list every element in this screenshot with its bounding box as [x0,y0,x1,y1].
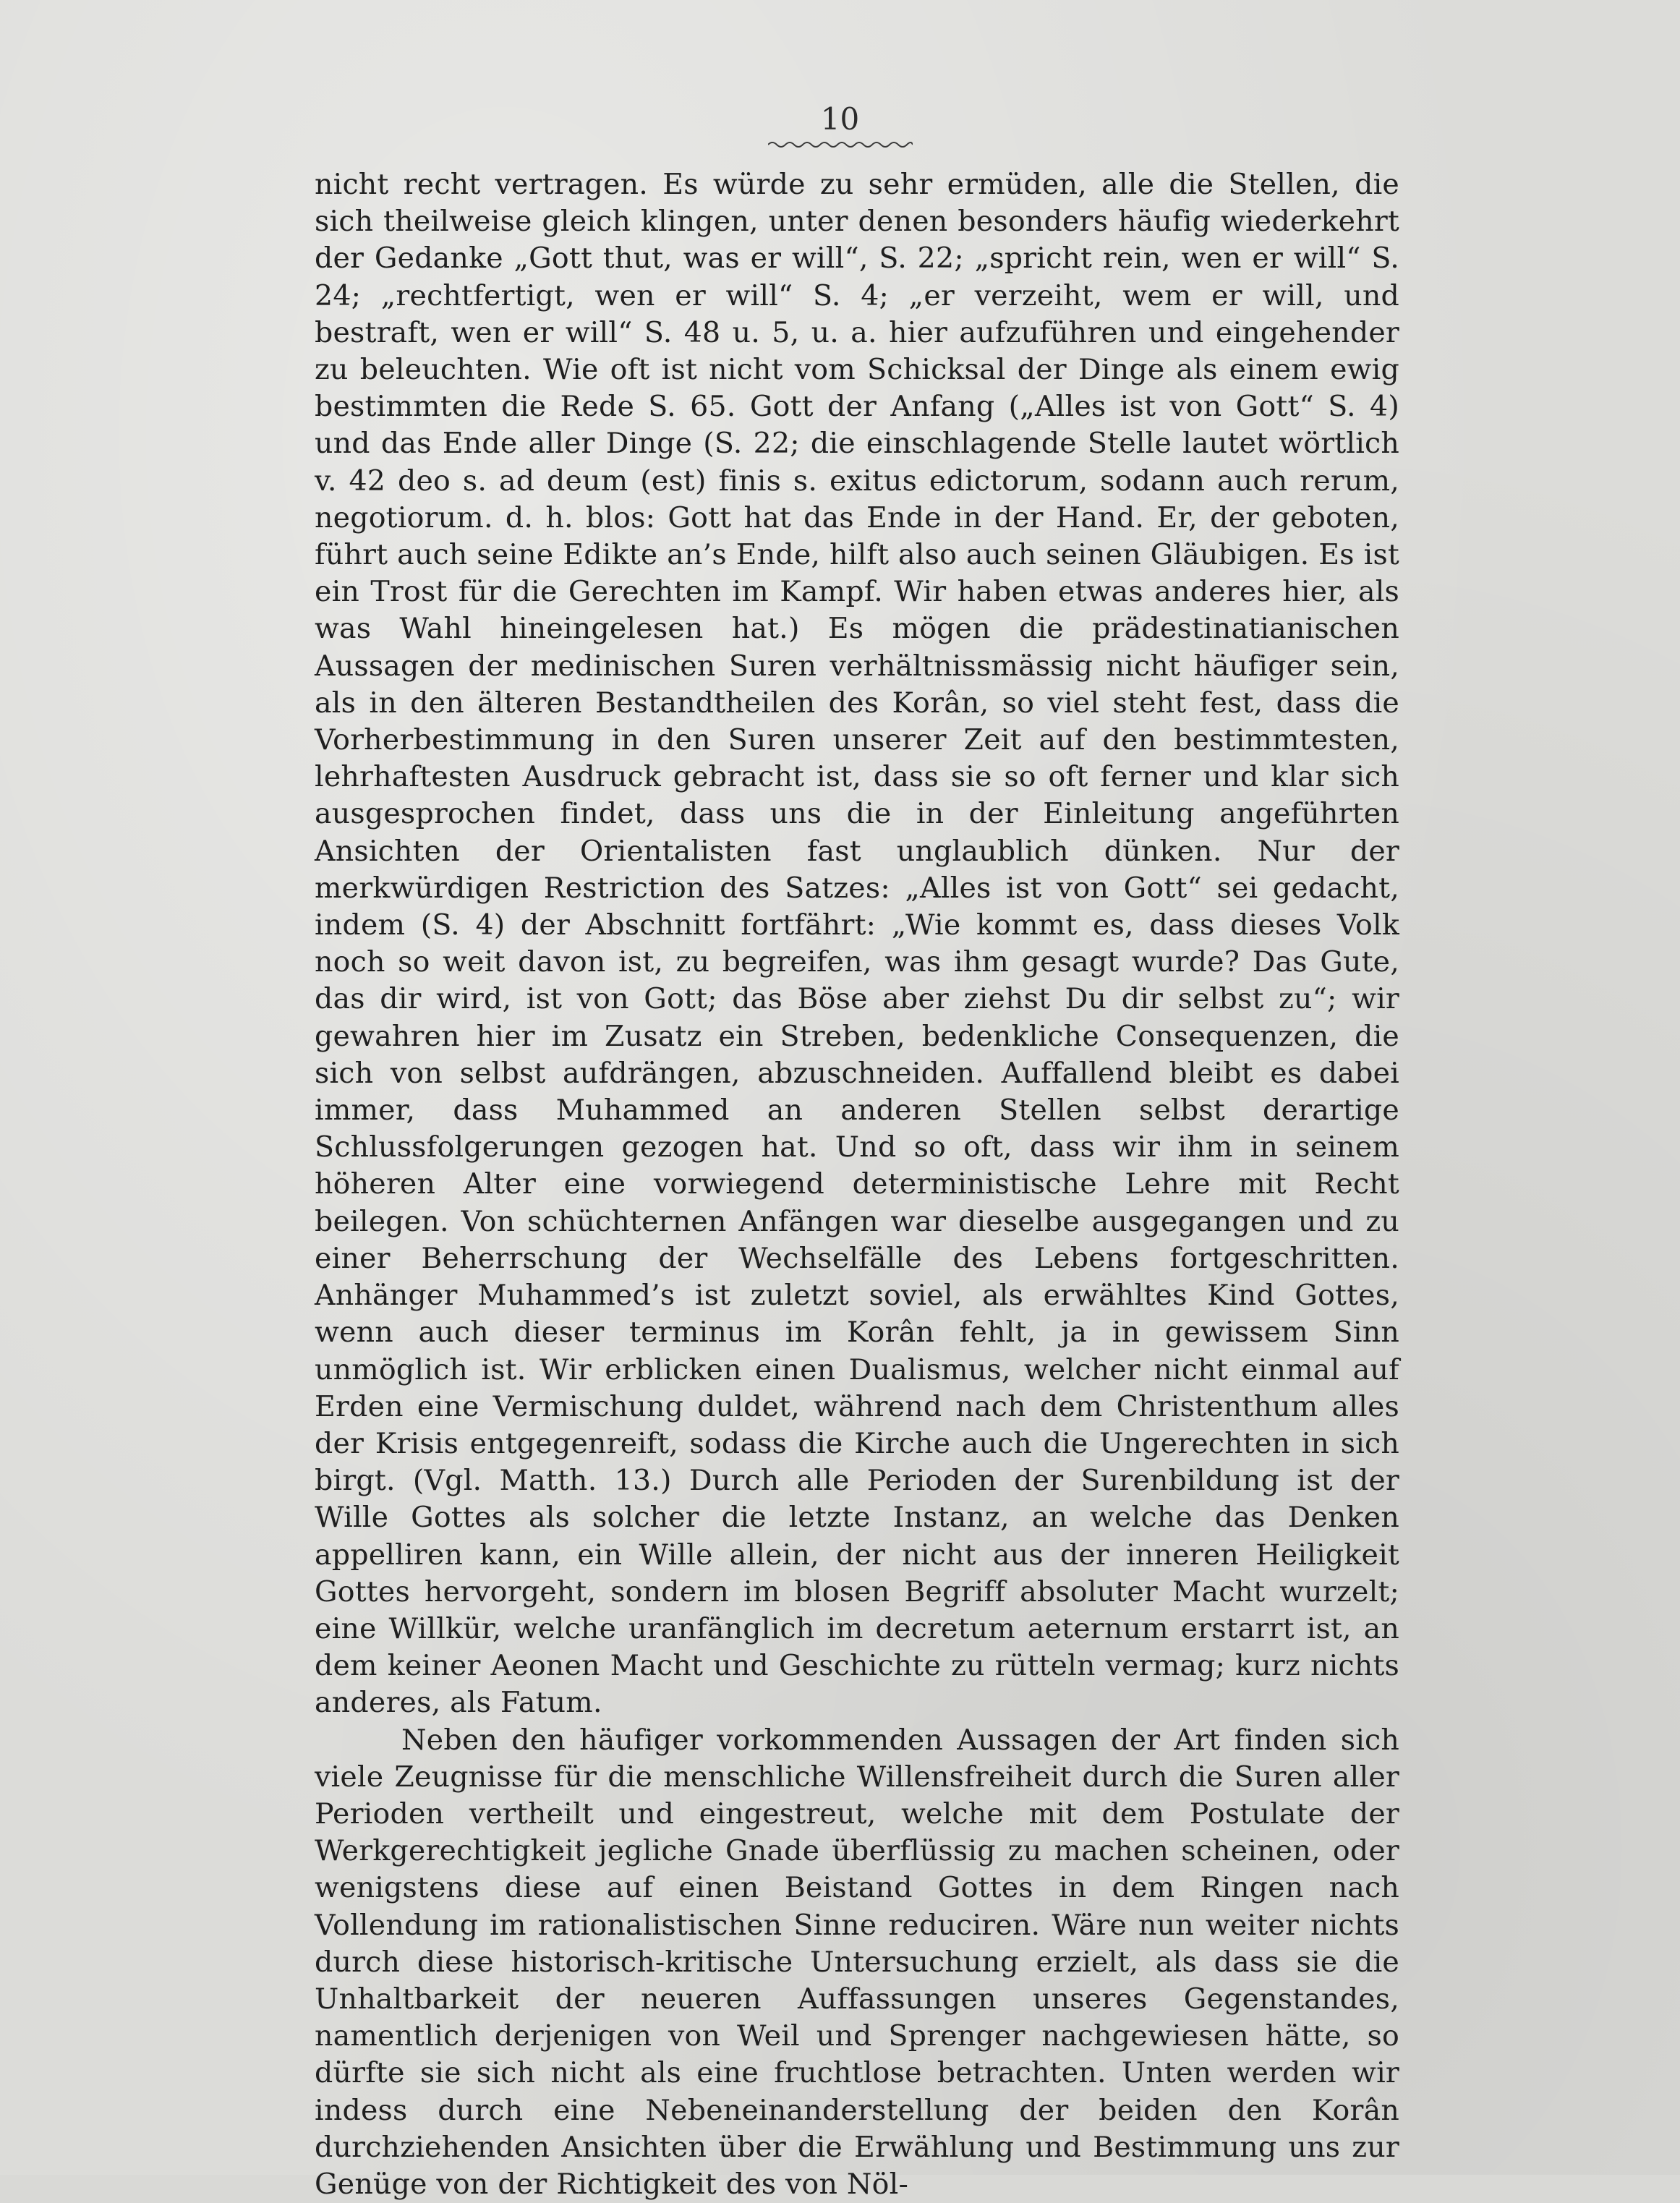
page-number [0,101,1680,150]
paragraph-2: Neben den häufiger vorkommenden Aussagen der Art finden sich viele Zeugnisse für die menschliche Willensfreiheit durch die Suren aller Perioden vertheilt und eingestreut, welche mit dem Postulate der Werkgerechtigkeit jegliche Gnade überflüssig zu machen scheinen, oder wenigstens diese auf einen Beistand Gottes in dem Ringen nach Vollendung im rationalistischen Sinne reduciren. Wäre nun weiter nichts durch diese historisch-kritische Untersuchung erzielt, als dass sie die Unhaltbarkeit der neueren Auffassungen unseres Gegenstandes, namentlich derjenigen von Weil und Sprenger nachgewiesen hätte, so dürfte sie sich nicht als eine fruchtlose betrachten. Unten werden wir indess durch eine Nebeneinanderstellung der beiden den Korân durchziehenden Ansichten über die Erwählung und Bestimmung uns zur Genüge von der Richtigkeit des von Nöl- [315,1723,1399,2201]
body-text [315,166,1399,2203]
page-number-text: 10 [820,101,860,137]
paragraph-1: nicht recht vertragen. Es würde zu sehr ermüden, alle die Stellen, die sich theilweise gleich klingen, unter denen besonders häufig wiederkehrt der Gedanke „Gott thut, was er will“, S. 22; „spricht rein, wen er will“ S. 24; „rechtfertigt, wen er will“ S. 4; „er verzeiht, wem er will, und bestraft, wen er will“ S. 48 u. 5, u. a. hier aufzuführen und eingehender zu beleuchten. Wie oft ist nicht vom Schicksal der Dinge als einem ewig bestimmten die Rede S. 65. Gott der Anfang („Alles ist von Gott“ S. 4) und das Ende aller Dinge (S. 22; die einschlagende Stelle lautet wörtlich v. 42 deo s. ad deum (est) finis s. exitus edictorum, sodann auch rerum, negotiorum. d. h. blos: Gott hat das Ende in der Hand. Er, der geboten, führt auch seine Edikte an’s Ende, hilft also auch seinen Gläubigen. Es ist ein Trost für die Gerechten im Kampf. Wir haben etwas anderes hier, als was Wahl hineingelesen hat.) Es mögen die prädestinatianischen Aussagen der medinischen Suren verhältnissmässig nicht häufiger sein, als in den älteren Bestandtheilen des Korân, so viel steht fest, dass die Vorherbestimmung in den Suren unserer Zeit auf den bestimmtesten, lehrhaftesten Ausdruck gebracht ist, dass sie so oft ferner und klar sich ausgesprochen findet, dass uns die in der Einleitung angeführten Ansichten der Orientalisten fast unglaublich dünken. Nur der merkwürdigen Restriction des Satzes: „Alles ist von Gott“ sei gedacht, indem (S. 4) der Abschnitt fortfährt: „Wie kommt es, dass dieses Volk noch so weit davon ist, zu begreifen, was ihm gesagt wurde? Das Gute, das dir wird, ist von Gott; das Böse aber ziehst Du dir selbst zu“; wir gewahren hier im Zusatz ein Streben, bedenkliche Consequenzen, die sich von selbst aufdrängen, abzuschneiden. Auffallend bleibt es dabei immer, dass Muhammed an anderen Stellen selbst derartige Schlussfolgerungen gezogen hat. Und so oft, dass wir ihm in seinem höheren Alter eine vorwiegend deterministische Lehre mit Recht beilegen. Von schüchternen Anfängen war dieselbe ausgegangen und zu einer Beherrschung der Wechselfälle des Lebens fortgeschritten. Anhänger Muhammed’s ist zuletzt soviel, als erwähltes Kind Gottes, wenn auch dieser terminus im Korân fehlt, ja in gewissem Sinn unmöglich ist. Wir erblicken einen Dualismus, welcher nicht einmal auf Erden eine Vermischung duldet, während nach dem Christenthum alles der Krisis entgegenreift, sodass die Kirche auch die Ungerechten in sich birgt. (Vgl. Matth. 13.) Durch alle Perioden der Surenbildung ist der Wille Gottes als solcher die letzte Instanz, an welche das Denken appelliren kann, ein Wille allein, der nicht aus der inneren Heiligkeit Gottes hervorgeht, sondern im blosen Begriff absoluter Macht wurzelt; eine Willkür, welche uranfänglich im decretum aeternum erstarrt ist, an dem keiner Aeonen Macht und Geschichte zu rütteln vermag; kurz nichts anderes, als Fatum. [315,168,1399,1720]
wavy-underline-ornament [768,140,913,150]
